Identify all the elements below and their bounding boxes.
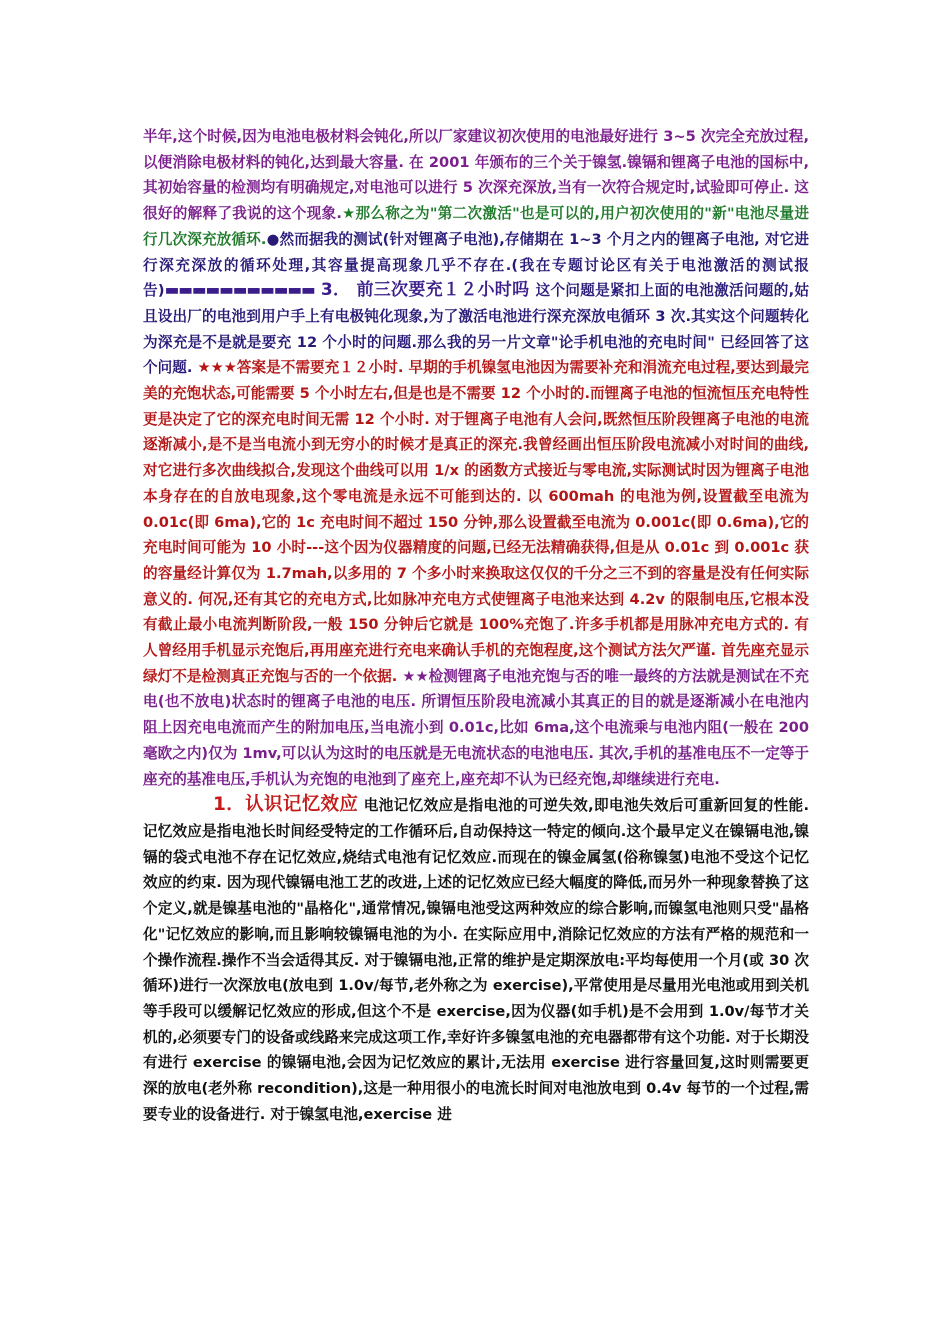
- document-page: [143, 124, 809, 1127]
- text-answer-no-12-hours: ★★★答案是不需要充１２小时. 早期的手机镍氢电池因为需要补充和涓流充电过程,要达到最完美的充饱状态,可能需要 5 个小时左右,但是也是不需要 12 个小时的.而锂离子电池的恒流恒压充电特性更是决定了它的深充电时间无需 12 个小时. 对于锂离子电池有人会问,既然恒压阶段锂离子电池的电流逐渐减小,是不是当电流小到无穷小的时候才是真正的深充.我曾经画出恒压阶段电流减小对时间的曲线,对它进行多次曲线拟合,发现这个曲线可以用 1/x 的函数方式接近与零电流,实际测试时因为锂离子电池本身存在的自放电现象,这个零电流是永远不可能到达的. 以 600mah 的电池为例,设置截至电流为 0.01c(即 6ma),它的 1c 充电时间不超过 150 分钟,那么设置截至电流为 0.001c(即 0.6ma),它的充电时间可能为 10 小时---这个因为仪器精度的问题,已经无法精确获得,但是从 0.01c 到 0.001c 获的容量经计算仅为 1.7mah,以多用的 7 个多小时来换取这仅仅的千分之三不到的容量是没有任何实际意义的. 何况,还有其它的充电方式,比如脉冲充电方式使锂离子电池来达到 4.2v 的限制电压,它根本没有截止最小电流判断阶段,一般 150 分钟后它就是 100%充饱了.许多手机都是用脉冲充电方式的. 有人曾经用手机显示充饱后,再用座充进行充电来确认手机的充饱程度,这个测试方法欠严谨. 首先座充显示绿灯不是检测真正充饱与否的一个依据.: [143, 359, 809, 685]
- text-memory-effect: 电池记忆效应是指电池的可逆失效,即电池失效后可重新回复的性能.记忆效应是指电池长时间经受特定的工作循环后,自动保持这一特定的倾向.这个最早定义在镍镉电池,镍镉的袋式电池不存在记忆效应,烧结式电池有记忆效应.而现在的镍金属氢(俗称镍氢)电池不受这个记忆效应的约束. 因为现代镍镉电池工艺的改进,上述的记忆效应已经大幅度的降低,而另外一种现象替换了这个定义,就是镍基电池的"晶格化",通常情况,镍镉电池受这两种效应的综合影响,而镍氢电池则只受"晶格化"记忆效应的影响,而且影响较镍镉电池的为小. 在实际应用中,消除记忆效应的方法有严格的规范和一个操作流程.操作不当会适得其反. 对于镍镉电池,正常的维护是定期深放电:平均每使用一个月(或 30 次循环)进行一次深放电(放电到 1.0v/每节,老外称之为 exercise),平常使用是尽量用光电池或用到关机等手段可以缓解记忆效应的形成,但这个不是 exercise,因为仪器(如手机)是不会用到 1.0v/每节才关机的,必须要专门的设备或线路来完成这项工作,幸好许多镍氢电池的充电器都带有这个功能. 对于长期没有进行 exercise 的镍镉电池,会因为记忆效应的累计,无法用 exercise 进行容量回复,这时则需要更深的放电(老外称 recondition),这是一种用很小的电流长时间对电池放电到 0.4v 每节的一个过程,需要专业的设备进行. 对于镍氢电池,exercise 进: [143, 797, 809, 1123]
- paragraph-memory-effect: [143, 792, 809, 1127]
- text-12-hours-question: 这个问题是紧扣上面的电池激活问题的,姑且设出厂的电池到用户手上有电极钝化现象,为了激活电池进行深充深放电循环 3 次.其实这个问题转化为深充是不是就是要充 12 个小时的问题.那么我的另一片文章"论手机电池的充电时间" 已经回答了这个问题.: [143, 282, 810, 377]
- section-heading-1: 1．认识记忆效应: [213, 794, 359, 816]
- text-second-activation: ★那么称之为"第二次激活"也是可以的,用户初次使用的"新"电池尽量进行几次深充放循环.: [143, 205, 810, 248]
- paragraph-battery-activation: [143, 124, 809, 792]
- text-test-result: ●然而据我的测试(针对锂离子电池),存储期在 1~3 个月之内的锂离子电池, 对它进行深充深放的循环处理,其容量提高现象几乎不存在.(我在专题讨论区有关于电池激活的测试报告): [143, 230, 810, 300]
- section-heading-3: 3． 前三次要充１２小时吗: [314, 280, 536, 301]
- text-voltage-check: ★★检测锂离子电池充饱与否的唯一最终的方法就是测试在不充电(也不放电)状态时的锂离子电池的电压. 所谓恒压阶段电流减小其真正的目的就是逐渐减小在电池内阻上因充电电流而产生的附加电压,当电流小到 0.01c,比如 6ma,这个电流乘与电池内阻(一般在 200 毫欧之内)仅为 1mv,可以认为这时的电压就是无电流状态的电池电压. 其次,手机的基准电压不一定等于座充的基准电压,手机认为充饱的电池到了座充上,座充却不认为已经充饱,却继续进行充电.: [143, 667, 810, 788]
- section-divider-bars: ▬▬▬▬▬▬▬▬▬▬▬: [164, 281, 315, 300]
- text-passivation: 半年,这个时候,因为电池电极材料会钝化,所以厂家建议初次使用的电池最好进行 3~5 次完全充放过程,以便消除电极材料的钝化,达到最大容量. 在 2001 年颁布的三个关于镍氢.镍镉和锂离子电池的国标中,其初始容量的检测均有明确规定,对电池可以进行 5 次深充深放,当有一次符合规定时,试验即可停止. 这很好的解释了我说的这个现象.: [143, 128, 809, 223]
